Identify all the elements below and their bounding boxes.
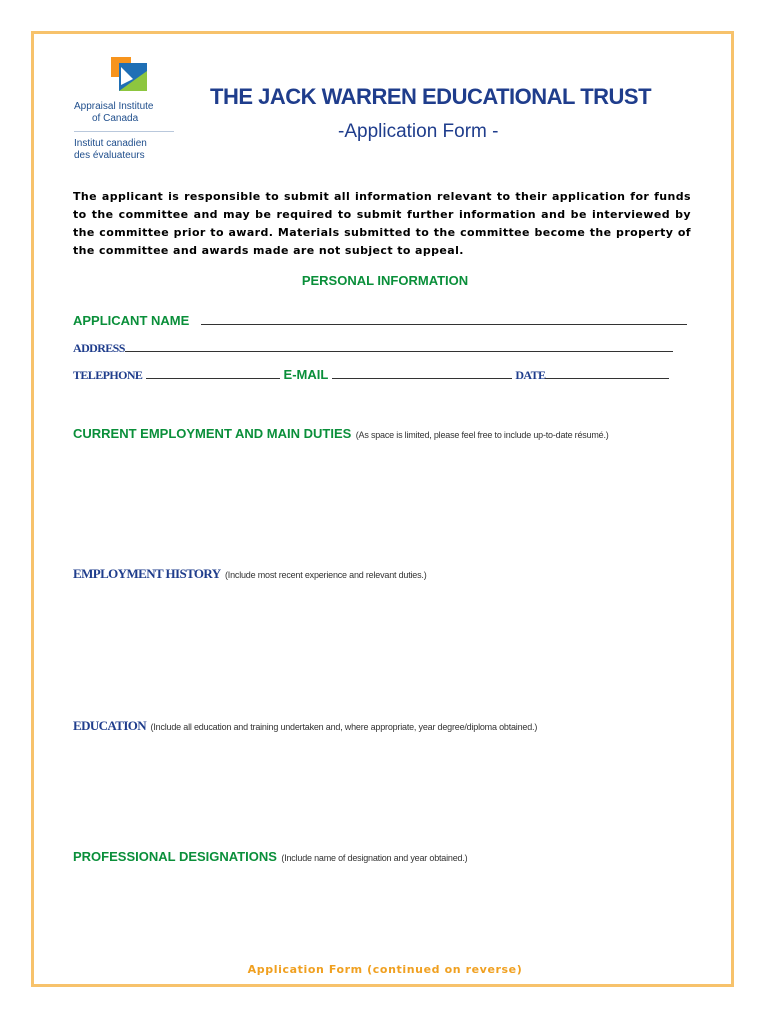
employment-label: CURRENT EMPLOYMENT AND MAIN DUTIES bbox=[73, 426, 352, 441]
email-field[interactable] bbox=[332, 366, 512, 379]
logo-org-fr-line2: des évaluateurs bbox=[74, 150, 145, 161]
date-field[interactable] bbox=[545, 366, 669, 379]
email-label: E-MAIL bbox=[283, 367, 329, 382]
history-label: EMPLOYMENT HISTORY bbox=[73, 566, 221, 581]
education-section bbox=[73, 717, 537, 735]
page-subtitle: -Application Form - bbox=[338, 121, 499, 142]
telephone-field[interactable] bbox=[146, 366, 280, 379]
logo-org-en-line1: Appraisal Institute bbox=[74, 101, 154, 112]
employment-section bbox=[73, 425, 609, 443]
date-label: DATE bbox=[515, 368, 546, 382]
telephone-label: TELEPHONE bbox=[73, 368, 143, 382]
address-row bbox=[73, 339, 673, 356]
contact-row bbox=[73, 366, 669, 383]
address-label: ADDRESS bbox=[73, 341, 125, 355]
address-field[interactable] bbox=[125, 339, 673, 352]
history-section bbox=[73, 565, 427, 583]
education-label: EDUCATION bbox=[73, 718, 147, 733]
employment-note: (As space is limited, please feel free to include up-to-date résumé.) bbox=[355, 430, 609, 440]
logo-divider bbox=[74, 131, 174, 132]
designations-section bbox=[73, 848, 467, 866]
designations-label: PROFESSIONAL DESIGNATIONS bbox=[73, 849, 277, 864]
education-note: (Include all education and training undertaken and, where appropriate, year degree/diploma obtained.) bbox=[150, 722, 538, 732]
designations-note: (Include name of designation and year obtained.) bbox=[281, 853, 468, 863]
logo-org-fr bbox=[74, 138, 184, 162]
applicant-name-field[interactable] bbox=[201, 312, 687, 325]
footer-continued: Application Form (continued on reverse) bbox=[247, 963, 523, 976]
logo-org-en bbox=[74, 101, 184, 125]
page-border bbox=[31, 31, 734, 987]
aic-logo bbox=[74, 57, 184, 162]
applicant-name-label: APPLICANT NAME bbox=[73, 313, 190, 328]
personal-info-heading: PERSONAL INFORMATION bbox=[301, 273, 469, 288]
history-note: (Include most recent experience and relevant duties.) bbox=[225, 570, 427, 580]
page-title: THE JACK WARREN EDUCATIONAL TRUST bbox=[210, 84, 652, 109]
logo-org-en-line2: of Canada bbox=[92, 113, 139, 124]
intro-paragraph: The applicant is responsible to submit all information relevant to their application for funds to the committee and may be required to submit further information and be interviewed by the committee prior to award. Materials submitted to the committee become the property of the committee and awards made are not subject to appeal. bbox=[73, 190, 691, 257]
applicant-name-row bbox=[73, 312, 687, 328]
logo-org-fr-line1: Institut canadien bbox=[74, 138, 147, 149]
aic-logo-mark bbox=[111, 57, 147, 93]
